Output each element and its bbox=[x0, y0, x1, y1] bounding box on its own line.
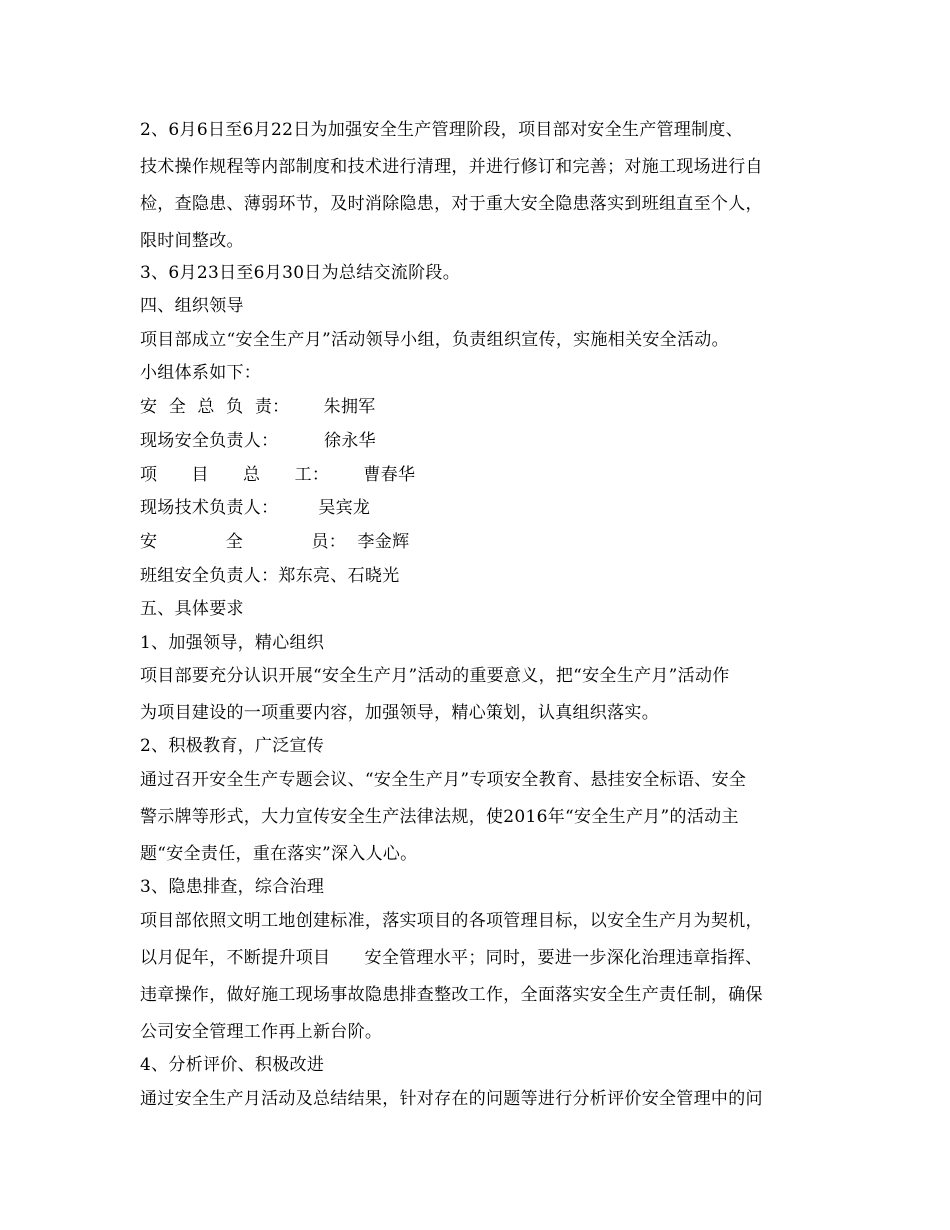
team-member-line: 班组安全负责人：郑东亮、石晓光 bbox=[140, 566, 400, 586]
paragraph-line: 通过安全生产月活动及总结结果，针对存在的问题等进行分析评价安全管理中的问 bbox=[140, 1089, 763, 1109]
paragraph-line: 公司安全管理工作再上新台阶。 bbox=[140, 1022, 383, 1042]
paragraph-line: 项目部依照文明工地创建标准，落实项目的各项管理目标，以安全生产月为契机， bbox=[140, 911, 763, 931]
subsection-heading: 4、分析评价、积极改进 bbox=[140, 1055, 325, 1075]
paragraph-line: 违章操作，做好施工现场事故隐患排查整改工作，全面落实安全生产责任制，确保 bbox=[140, 985, 763, 1005]
team-member-line: 现场安全负责人： 徐永华 bbox=[140, 431, 376, 451]
subsection-heading: 2、积极教育，广泛宣传 bbox=[140, 736, 325, 756]
paragraph-line: 项目部成立“安全生产月”活动领导小组，负责组织宣传，实施相关安全活动。 bbox=[140, 330, 729, 350]
section-heading: 四、组织领导 bbox=[140, 296, 244, 316]
paragraph-line: 技术操作规程等内部制度和技术进行清理，并进行修订和完善；对施工现场进行自 bbox=[140, 157, 763, 177]
team-member-line: 安 全 员： 李金辉 bbox=[140, 532, 410, 552]
subsection-heading: 3、隐患排查，综合治理 bbox=[140, 877, 325, 897]
paragraph-line: 限时间整改。 bbox=[140, 231, 244, 251]
paragraph-line: 检，查隐患、薄弱环节，及时消除隐患，对于重大安全隐患落实到班组直至个人， bbox=[140, 194, 763, 214]
paragraph-line: 小组体系如下： bbox=[140, 363, 262, 383]
section-heading: 五、具体要求 bbox=[140, 599, 244, 619]
team-member-line: 现场技术负责人： 吴宾龙 bbox=[140, 498, 371, 518]
paragraph-line: 为项目建设的一项重要内容，加强领导，精心策划，认真组织落实。 bbox=[140, 703, 659, 723]
subsection-heading: 1、加强领导，精心组织 bbox=[140, 633, 325, 653]
paragraph-line: 2、6月6日至6月22日为加强安全生产管理阶段，项目部对安全生产管理制度、 bbox=[140, 120, 743, 140]
team-member-line: 安 全 总 负 责： 朱拥军 bbox=[140, 397, 376, 417]
paragraph-line: 项目部要充分认识开展“安全生产月”活动的重要意义，把“安全生产月”活动作 bbox=[140, 666, 730, 686]
paragraph-line: 3、6月23日至6月30日为总结交流阶段。 bbox=[140, 263, 461, 283]
team-member-line: 项 目 总 工： 曹春华 bbox=[140, 465, 416, 485]
paragraph-line: 以月促年，不断提升项目 安全管理水平；同时，要进一步深化治理违章指挥、 bbox=[140, 948, 763, 968]
paragraph-line: 通过召开安全生产专题会议、“安全生产月”专项安全教育、悬挂安全标语、安全 bbox=[140, 770, 747, 790]
paragraph-line: 警示牌等形式，大力宣传安全生产法律法规，使2016年“安全生产月”的活动主 bbox=[140, 807, 739, 827]
paragraph-line: 题“安全责任，重在落实”深入人心。 bbox=[140, 844, 418, 864]
